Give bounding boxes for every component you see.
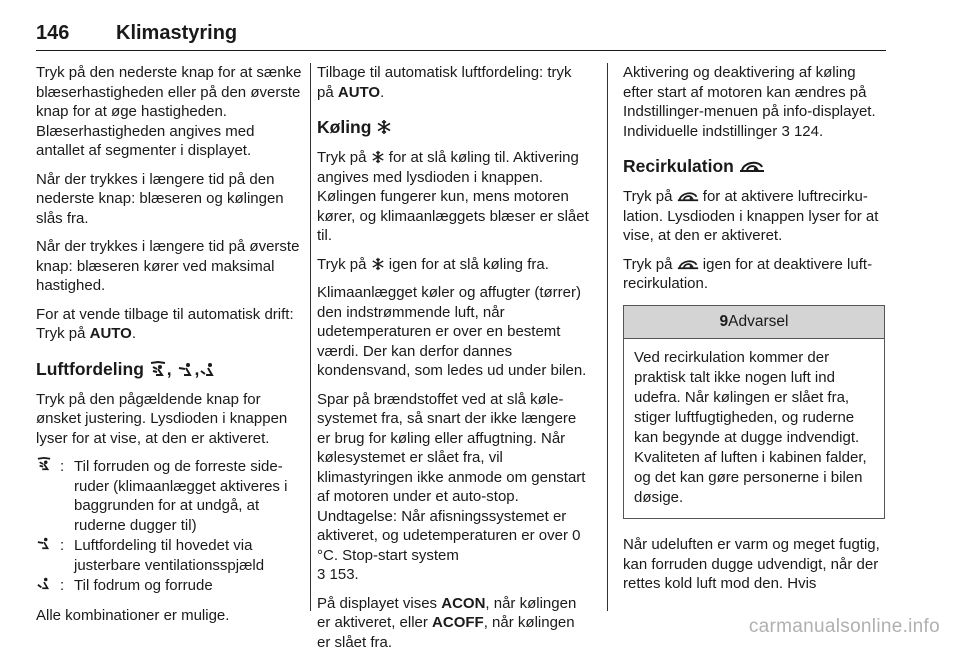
definition-row — [36, 576, 304, 596]
watermark: carmanualsonline.info — [748, 616, 940, 637]
paragraph: Når der trykkes i længere tid på øverste knap: blæseren kører ved maksimal hastighed. — [36, 238, 300, 294]
paragraph: Klimaanlægget køler og affugter (tørrer) den indstrømmende luft, når udetemperaturen er over en bestemt værdi. Der kan derfor dannes kondensvand, som ledes ud under bilen. — [317, 284, 587, 379]
paragraph — [36, 305, 304, 344]
separator: , — [194, 358, 200, 379]
text: Tryk på — [317, 149, 371, 166]
recirculation-icon — [677, 257, 699, 271]
definition-text: Til fodrum og forrude — [74, 577, 213, 594]
heading-text: Recirkulation — [623, 156, 734, 176]
paragraph: Når der trykkes i længere tid på den nederste knap: blæseren og kølingen slås fra. — [36, 170, 284, 227]
text: Aktivering og deaktivering af køling efter start af motoren kan ændres på Indstillinger-menuen på info-displayet. Individuelle indstillinger — [623, 64, 876, 140]
text: . — [131, 325, 137, 342]
definition-row — [36, 536, 304, 575]
acoff-label: ACOFF — [432, 614, 484, 631]
column-3 — [623, 63, 885, 603]
text: Spar på brændstoffet ved at slå kølesystemet fra, så snart der ikke længere er brug for køling eller affugtning. Når kølesystemet er slået fra, vil klimastyringen ikke anmode om genstart af motoren under et auto-stop. Undtagelse: Når afisningssystemet er aktiveret, og udetemperaturen er over 0 °C. Stop-start system — [317, 390, 586, 564]
text: Tryk på — [317, 255, 371, 273]
recirculation-icon — [739, 158, 765, 174]
auto-label: AUTO — [89, 325, 132, 342]
snowflake-icon — [376, 119, 392, 135]
heading-text: Køling — [317, 117, 372, 137]
section-heading-recirculation — [623, 155, 885, 177]
text: for at slå køling til. Aktivering angives med lysdioden i knappen. Kølingen fungerer kun, mens motoren kører, og klimaanlæggets blæser er slået til. — [317, 149, 589, 244]
colon: : — [60, 458, 65, 475]
paragraph — [317, 390, 592, 585]
recirculation-icon — [677, 189, 699, 203]
snowflake-icon — [371, 257, 385, 271]
paragraph — [317, 148, 592, 246]
section-heading-cooling — [317, 116, 592, 138]
warning-icon: 9 — [719, 312, 729, 330]
page-header — [36, 20, 886, 51]
text: . — [380, 83, 385, 101]
paragraph: Tryk på den pågældende knap for ønsket justering. Lysdioden i knappen lyser for at vise, at den er aktiveret. — [36, 390, 288, 447]
definition-list — [36, 457, 304, 596]
heading-text: Luftfordeling — [36, 358, 144, 379]
footwell-airflow-icon — [199, 361, 217, 377]
page-title: Klimastyring — [116, 22, 238, 44]
column-divider — [310, 63, 311, 611]
paragraph: Tryk på den nederste knap for at sænke blæserhastigheden eller på den øverste knap for at øge hastigheden. Blæserhastigheden angives med antallet af segmenter i displayet. — [36, 64, 302, 159]
snowflake-icon — [371, 150, 385, 164]
head-airflow-icon — [36, 536, 60, 575]
text: , når kølingen er aktiveret, eller — [317, 594, 577, 631]
text: Tryk på — [623, 255, 677, 273]
paragraph: Alle kombinationer er mulige. — [36, 606, 230, 624]
windscreen-airflow-icon — [36, 457, 60, 535]
page-number: 146 — [36, 22, 70, 44]
definition-text: Til forruden og de forreste sideruder (klimaanlægget aktiveres i baggrunden for at undgå, at ruderne dugger til) — [74, 458, 288, 534]
paragraph — [317, 255, 592, 275]
footwell-airflow-icon — [36, 576, 60, 596]
section-heading-air-distribution — [36, 358, 304, 380]
acon-label: ACON — [441, 594, 486, 612]
paragraph — [623, 255, 885, 294]
definition-row — [36, 457, 304, 535]
paragraph — [317, 63, 592, 102]
text: Tryk på — [623, 188, 677, 205]
column-1 — [36, 63, 304, 634]
text: igen for at deaktivere luftrecirkulation. — [623, 255, 873, 292]
warning-text: Ved recirkulation kommer der praktisk talt ikke nogen luft ind udefra. Når kølingen er slået fra, stiger luftfugtigheden, og ruderne kan begynde at dugge indvendigt. Kvaliteten af luften i kabinen falder, og det kan gøre personerne i bilen døsige. — [634, 349, 867, 506]
paragraph: Når udeluften er varm og meget fugtig, kan forruden dugge udvendigt, når der rettes kold luft mod den. Hvis — [623, 536, 880, 592]
auto-label: AUTO — [337, 83, 381, 101]
definition-text: Luftfordeling til hovedet via justerbare ventilationsspjæld — [74, 537, 265, 574]
text: , når kølingen er slået fra. — [317, 614, 575, 651]
text: for at aktivere luftrecirkulation. Lysdioden i knappen lyser for at vise, at den er aktiveret. — [623, 188, 879, 244]
text: Tilbage til automatisk luftfordeling: tryk på — [317, 64, 572, 101]
paragraph — [623, 63, 885, 141]
paragraph — [317, 594, 592, 653]
paragraph — [623, 187, 885, 246]
column-divider — [607, 63, 608, 611]
warning-title: Advarsel — [728, 312, 789, 330]
colon: : — [60, 577, 65, 594]
warning-box — [623, 305, 885, 520]
warning-header — [624, 306, 884, 340]
column-2 — [317, 63, 592, 661]
windscreen-airflow-icon — [149, 361, 167, 377]
separator: , — [166, 358, 177, 379]
page-reference[interactable]: 3 153. — [317, 566, 359, 583]
text: For at vende tilbage til automatisk drift: Tryk på — [36, 305, 294, 342]
text: På displayet vises — [317, 594, 442, 612]
page-reference[interactable]: 3 124. — [781, 122, 824, 140]
colon: : — [60, 537, 65, 554]
text: igen for at slå køling fra. — [384, 255, 549, 273]
head-airflow-icon — [177, 361, 195, 377]
